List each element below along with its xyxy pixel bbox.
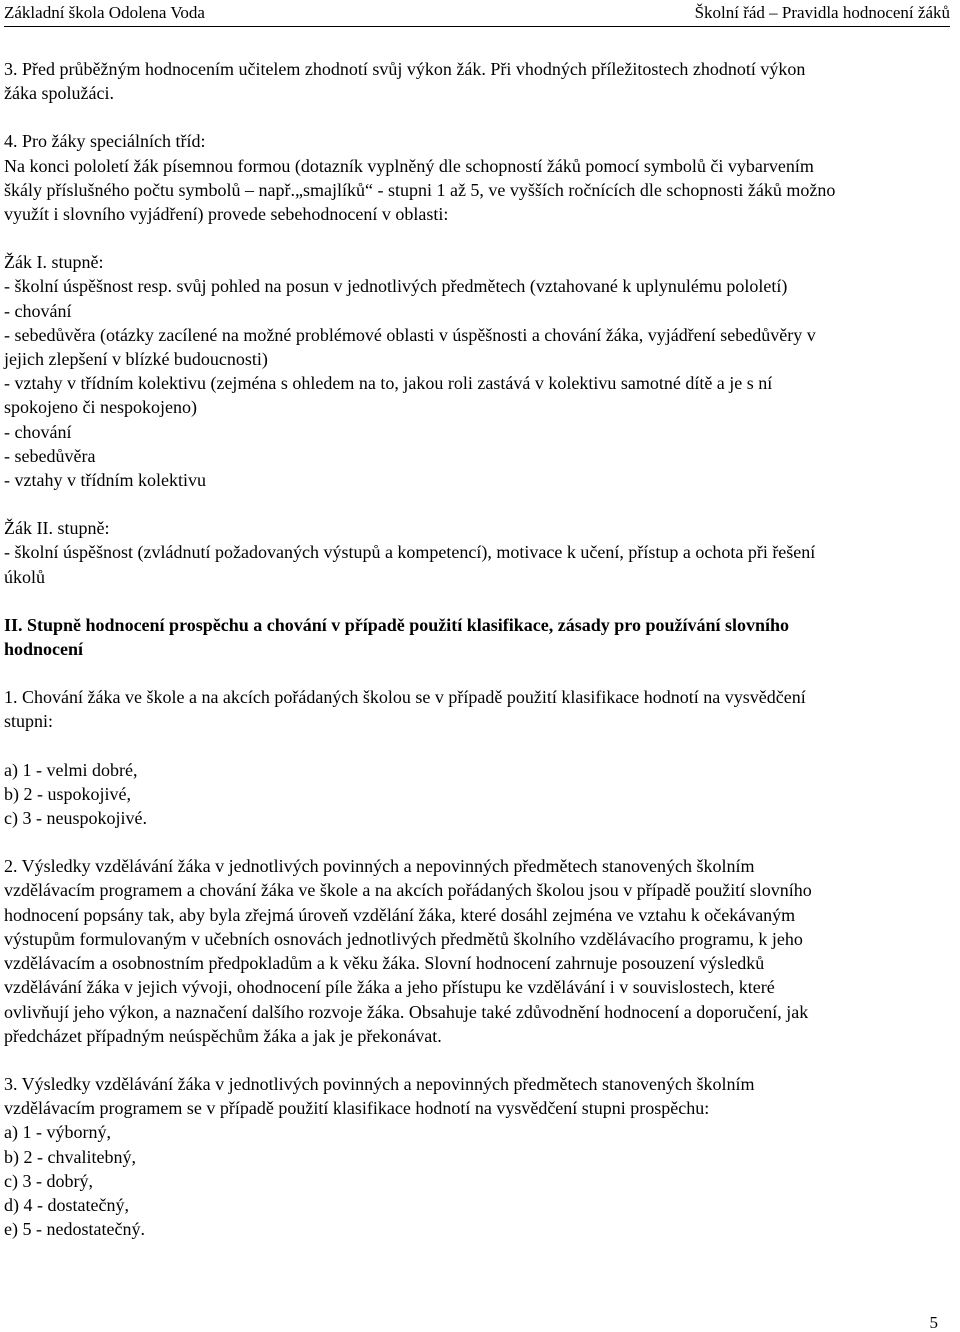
header-document-title: Školní řád – Pravidla hodnocení žáků [694,3,950,22]
section-2-paragraph-2-line: vzdělávacím programem a chování žáka ve škole a na akcích pořádaných školou jsou v případě použití slovního [4,880,812,901]
zak-1-item: - vztahy v třídním kolektivu [4,470,206,491]
zak-1-item: - školní úspěšnost resp. svůj pohled na posun v jednotlivých předmětech (vztahované k uplynulému pololetí) [4,276,788,297]
achievement-grade-item: b) 2 - chvalitebný, [4,1146,136,1167]
behavior-grade-item: c) 3 - neuspokojivé. [4,808,147,829]
paragraph-4-title: 4. Pro žáky speciálních tříd: [4,131,206,152]
section-2-paragraph-2-line: 2. Výsledky vzdělávání žáka v jednotlivých povinných a nepovinných předmětech stanovených školním [4,856,755,877]
achievement-grade-item: d) 4 - dostatečný, [4,1194,129,1215]
zak-2-item: - školní úspěšnost (zvládnutí požadovaných výstupů a kompetencí), motivace k učení, přístup a ochota při řešení [4,542,816,563]
section-2-paragraph-2-line: předcházet případným neúspěchům žáka a jak je překonávat. [4,1025,442,1046]
paragraph-4-line: Na konci pololetí žák písemnou formou (dotazník vyplněný dle schopností žáků pomocí symbolů či vybarvením [4,155,814,176]
header-school-name: Základní škola Odolena Voda [4,3,205,22]
zak-1-item: - sebedůvěra [4,445,96,466]
section-2-paragraph-1-line: 1. Chování žáka ve škole a na akcích pořádaných školou se v případě použití klasifikace hodnotí na vysvědčení [4,687,806,708]
paragraph-4-line: využít i slovního vyjádření) provede sebehodnocení v oblasti: [4,204,449,225]
achievement-grade-item: e) 5 - nedostatečný. [4,1219,145,1240]
behavior-grade-item: b) 2 - uspokojivé, [4,783,131,804]
document-body [4,57,952,1241]
zak-1-item: - chování [4,421,72,442]
section-2-paragraph-2-line: hodnocení popsány tak, aby byla zřejmá úroveň vzdělání žáka, které dosáhl zejména ve vztahu k očekávaným [4,904,796,925]
page-number: 5 [929,1313,938,1332]
section-2-paragraph-3-line: 3. Výsledky vzdělávání žáka v jednotlivých povinných a nepovinných předmětech stanovených školním [4,1073,755,1094]
section-2-heading: hodnocení [4,639,84,660]
page-header [4,0,950,27]
zak-1-item: spokojeno či nespokojeno) [4,397,197,418]
achievement-grade-item: a) 1 - výborný, [4,1122,111,1143]
zak-1-item: jejich zlepšení v blízké budoucnosti) [4,349,268,370]
zak-1-item: - sebedůvěra (otázky zacílené na možné problémové oblasti v úspěšnosti a chování žáka, vyjádření sebedůvěry v [4,324,816,345]
zak-1-item: - chování [4,300,72,321]
section-2-paragraph-2-line: výstupům formulovaným v učebních osnovách jednotlivých předmětů školního vzdělávacího programu, k jeho [4,928,803,949]
section-2-paragraph-1-line: stupni: [4,711,54,732]
paragraph-3-line: žáka spolužáci. [4,83,114,104]
behavior-grade-item: a) 1 - velmi dobré, [4,759,138,780]
paragraph-3-line: 3. Před průběžným hodnocením učitelem zhodnotí svůj výkon žák. Při vhodných příležitostech zhodnotí výkon [4,59,806,79]
section-2-paragraph-2-line: ovlivňují jeho výkon, a naznačení dalšího rozvoje žáka. Obsahuje také zdůvodnění hodnocení a doporučení, jak [4,1001,809,1022]
achievement-grade-item: c) 3 - dobrý, [4,1170,93,1191]
section-2-paragraph-2-line: vzdělávání žáka v jejich vývoji, ohodnocení píle žáka a jeho přístupu ke vzdělávání i v souvislostech, které [4,977,775,998]
zak-2-item: úkolů [4,566,46,587]
zak-1-item: - vztahy v třídním kolektivu (zejména s ohledem na to, jakou roli zastává v kolektivu samotné dítě a je s ní [4,373,773,394]
section-2-paragraph-2-line: vzdělávacím a osobnostním předpokladům a k věku žáka. Slovní hodnocení zahrnuje posouzení výsledků [4,953,765,974]
section-2-heading: II. Stupně hodnocení prospěchu a chování v případě použití klasifikace, zásady pro používání slovního [4,614,790,635]
zak-2-stupen-title: Žák II. stupně: [4,518,110,539]
section-2-paragraph-3-line: vzdělávacím programem se v případě použití klasifikace hodnotí na vysvědčení stupni prospěchu: [4,1098,710,1119]
zak-1-stupen-title: Žák I. stupně: [4,252,104,273]
paragraph-4-line: škály příslušného počtu symbolů – např.„smajlíků“ - stupni 1 až 5, ve vyšších ročnících dle schopnosti žáků možno [4,179,836,200]
